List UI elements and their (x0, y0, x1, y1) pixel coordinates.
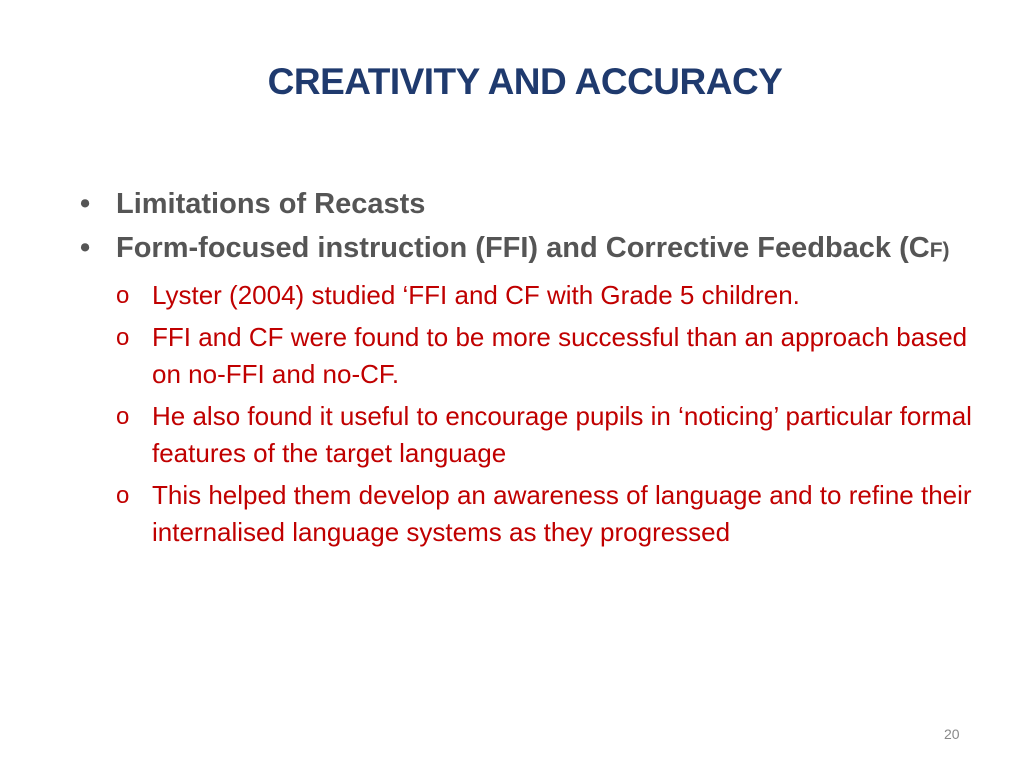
sub-bullet-item (80, 477, 992, 551)
bullet-item (80, 186, 1000, 222)
sub-bullet-marker: o (116, 324, 130, 351)
sub-bullet-text: He also found it useful to encourage pupils in ‘noticing’ particular formal features of the target language (152, 401, 972, 468)
page-number: 20 (944, 726, 960, 742)
slide-content (80, 186, 1000, 556)
sub-bullet-item (80, 277, 992, 314)
sub-bullet-marker: o (116, 482, 130, 509)
sub-bullet-item (80, 398, 992, 472)
sub-bullet-text: FFI and CF were found to be more successful than an approach based on no-FFI and no-CF. (152, 322, 968, 389)
sub-bullet-text: Lyster (2004) studied ‘FFI and CF with Grade 5 children. (152, 280, 800, 310)
bullet-marker: • (80, 188, 91, 220)
sub-bullet-text: This helped them develop an awareness of language and to refine their internalised language systems as they progressed (152, 480, 972, 547)
bullet-text: Form-focused instruction (FFI) and Corrective Feedback (C (116, 232, 930, 264)
bullet-marker: • (80, 232, 91, 264)
slide-title: CREATIVITY AND ACCURACY (267, 61, 783, 102)
sub-bullet-marker: o (116, 403, 130, 430)
bullet-item (80, 230, 1000, 269)
bullet-text: Limitations of Recasts (116, 188, 426, 220)
sub-bullet-marker: o (116, 282, 130, 309)
sub-bullet-item (80, 319, 992, 393)
bullet-text-small: F) (929, 239, 950, 262)
